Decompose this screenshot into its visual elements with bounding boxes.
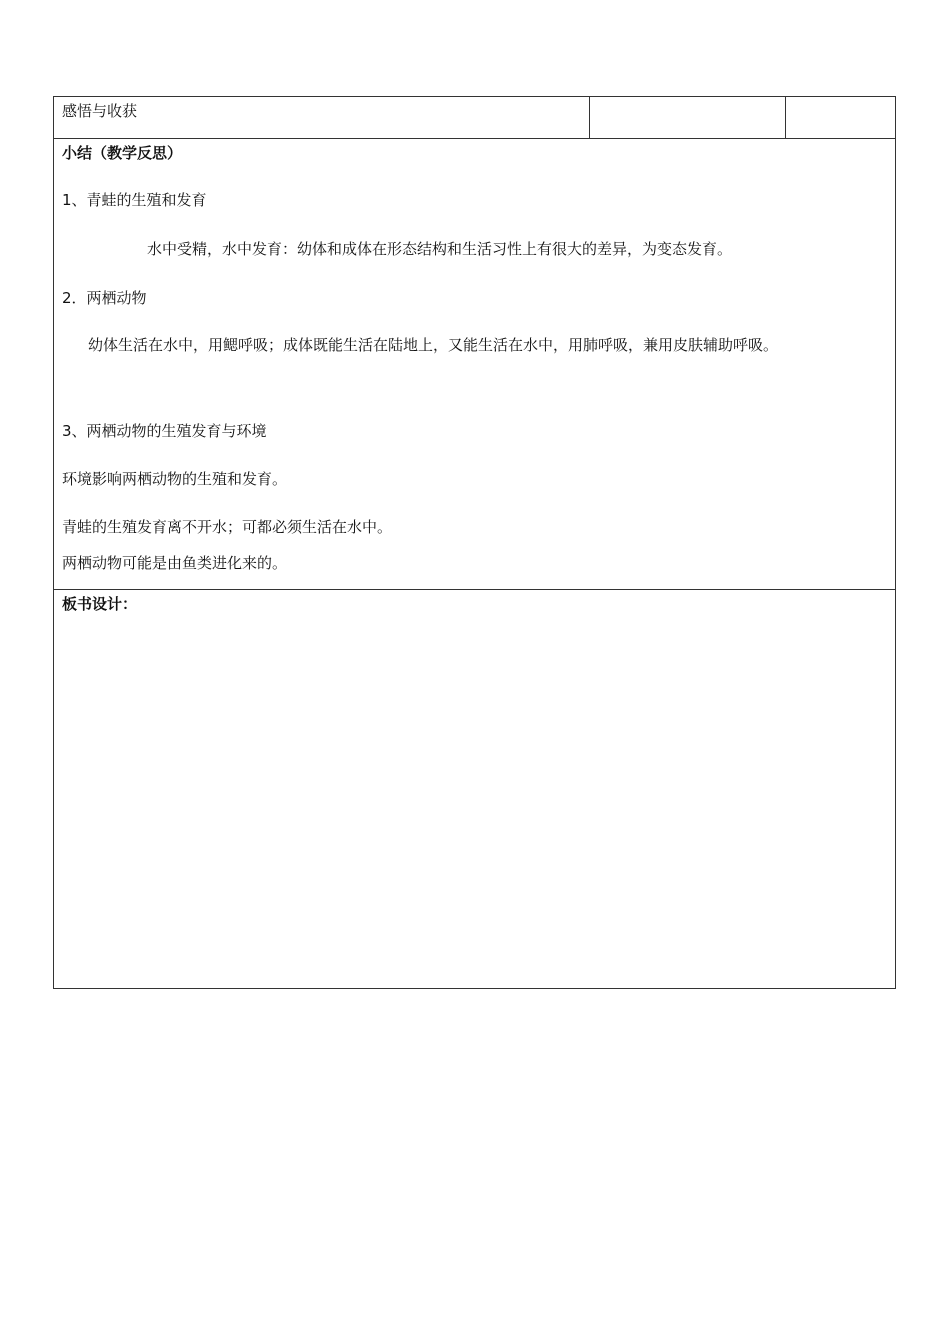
summary-text-1: 水中受精，水中发育：幼体和成体在形态结构和生活习性上有很大的差异，为变态发育。 — [147, 240, 733, 258]
summary-title: 小结（教学反思） — [62, 144, 183, 162]
board-cell — [54, 590, 896, 989]
summary-row — [54, 139, 896, 590]
summary-text-5: 两栖动物可能是由鱼类进化来的。 — [62, 554, 288, 572]
summary-text-3: 环境影响两栖动物的生殖和发育。 — [62, 470, 288, 488]
reflection-cell-2 — [590, 97, 786, 139]
lesson-table — [53, 96, 896, 989]
reflection-label: 感悟与收获 — [54, 97, 590, 139]
reflection-cell-3 — [786, 97, 896, 139]
summary-text-4: 青蛙的生殖发育离不开水；可都必须生活在水中。 — [62, 518, 393, 536]
summary-cell — [54, 139, 896, 590]
summary-heading-2: 2．两栖动物 — [62, 289, 147, 307]
summary-heading-1: 1、青蛙的生殖和发育 — [62, 191, 207, 209]
board-row — [54, 590, 896, 989]
board-title: 板书设计： — [62, 595, 138, 613]
summary-text-2: 幼体生活在水中，用鳃呼吸；成体既能生活在陆地上，又能生活在水中，用肺呼吸，兼用皮肤辅助呼吸。 — [88, 336, 779, 354]
reflection-row — [54, 97, 896, 139]
summary-heading-3: 3、两栖动物的生殖发育与环境 — [62, 422, 267, 440]
